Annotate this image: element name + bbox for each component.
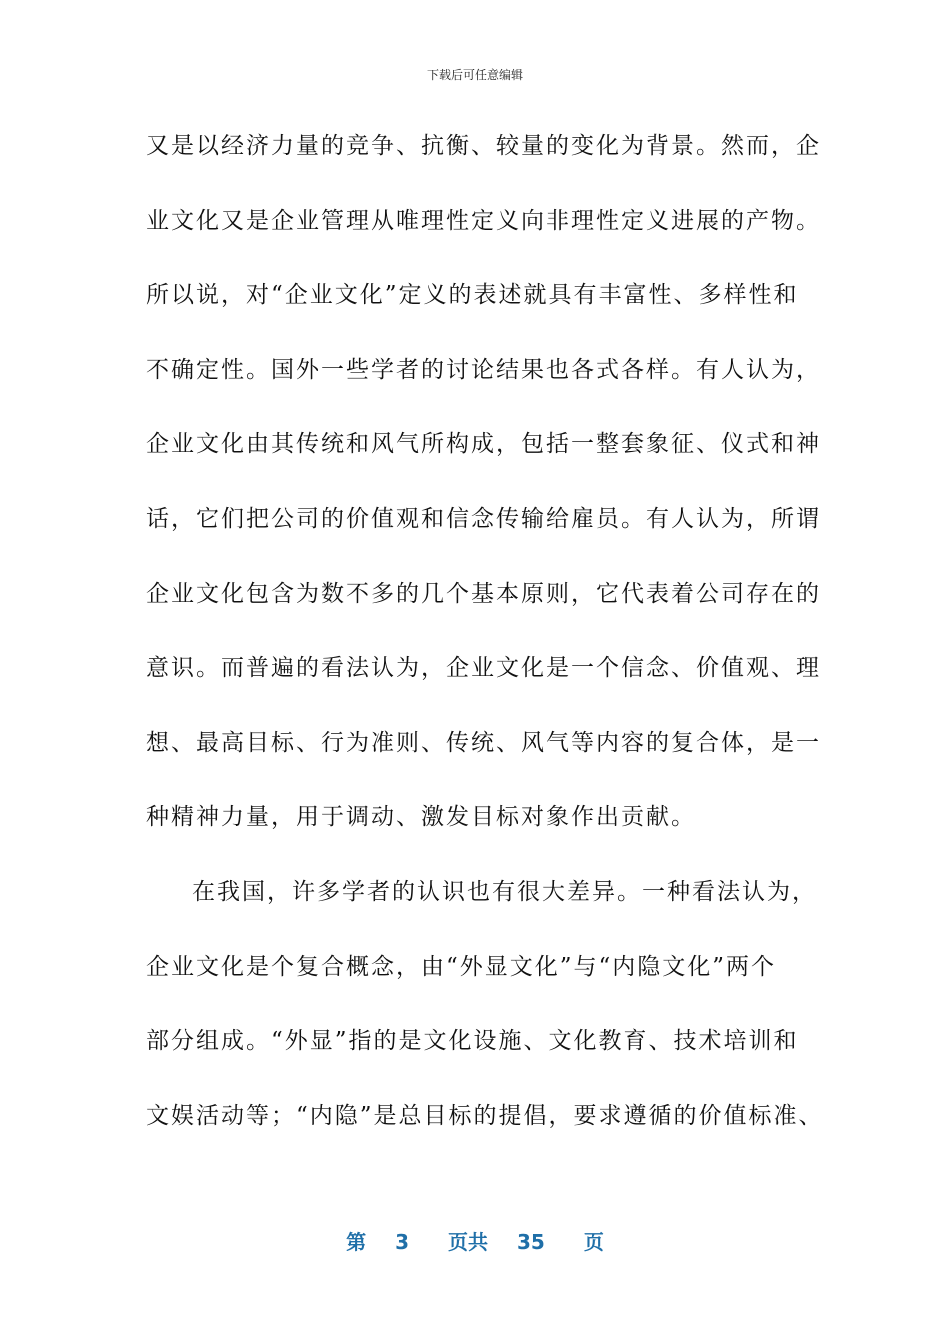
page-number: 3 xyxy=(395,1230,410,1254)
text-line: 想、最高目标、行为准则、传统、风气等内容的复合体，是一 xyxy=(146,729,821,756)
text-line: 企业文化包含为数不多的几个基本原则，它代表着公司存在的 xyxy=(146,580,821,607)
document-body xyxy=(146,128,824,1172)
page-header: 下载后可任意编辑 xyxy=(426,68,523,82)
text-line: 企业文化由其传统和风气所构成，包括一整套象征、仪式和神 xyxy=(146,431,821,458)
text-line: 企业文化是个复合概念，由“外显文化”与“内隐文化”两个 xyxy=(146,953,777,980)
total-pages: 35 xyxy=(517,1230,545,1254)
page-footer xyxy=(0,1226,950,1255)
text-line: 所以说，对“企业文化”定义的表述就具有丰富性、多样性和 xyxy=(146,282,799,309)
text-line: 又是以经济力量的竞争、抗衡、较量的变化为背景。然而，企 xyxy=(146,133,821,159)
footer-label-di: 第 xyxy=(346,1230,367,1254)
footer-label-ye: 页 xyxy=(583,1230,604,1254)
text-line: 业文化又是企业管理从唯理性定义向非理性定义进展的产物。 xyxy=(146,207,821,234)
paragraph-start-line: 在我国，许多学者的认识也有很大差异。一种看法认为， xyxy=(192,878,817,905)
text-line: 意识。而普遍的看法认为，企业文化是一个信念、价值观、理 xyxy=(146,655,821,682)
text-line: 文娱活动等；“内隐”是总目标的提倡，要求遵循的价值标准、 xyxy=(146,1102,824,1129)
footer-label-ye-gong: 页共 xyxy=(448,1230,489,1254)
text-line: 种精神力量，用于调动、激发目标对象作出贡献。 xyxy=(146,804,696,831)
text-line: 话，它们把公司的价值观和信念传输给雇员。有人认为，所谓 xyxy=(146,505,821,532)
text-line: 部分组成。“外显”指的是文化设施、文化教育、技术培训和 xyxy=(146,1028,799,1055)
text-line: 不确定性。国外一些学者的讨论结果也各式各样。有人认为， xyxy=(146,356,821,383)
